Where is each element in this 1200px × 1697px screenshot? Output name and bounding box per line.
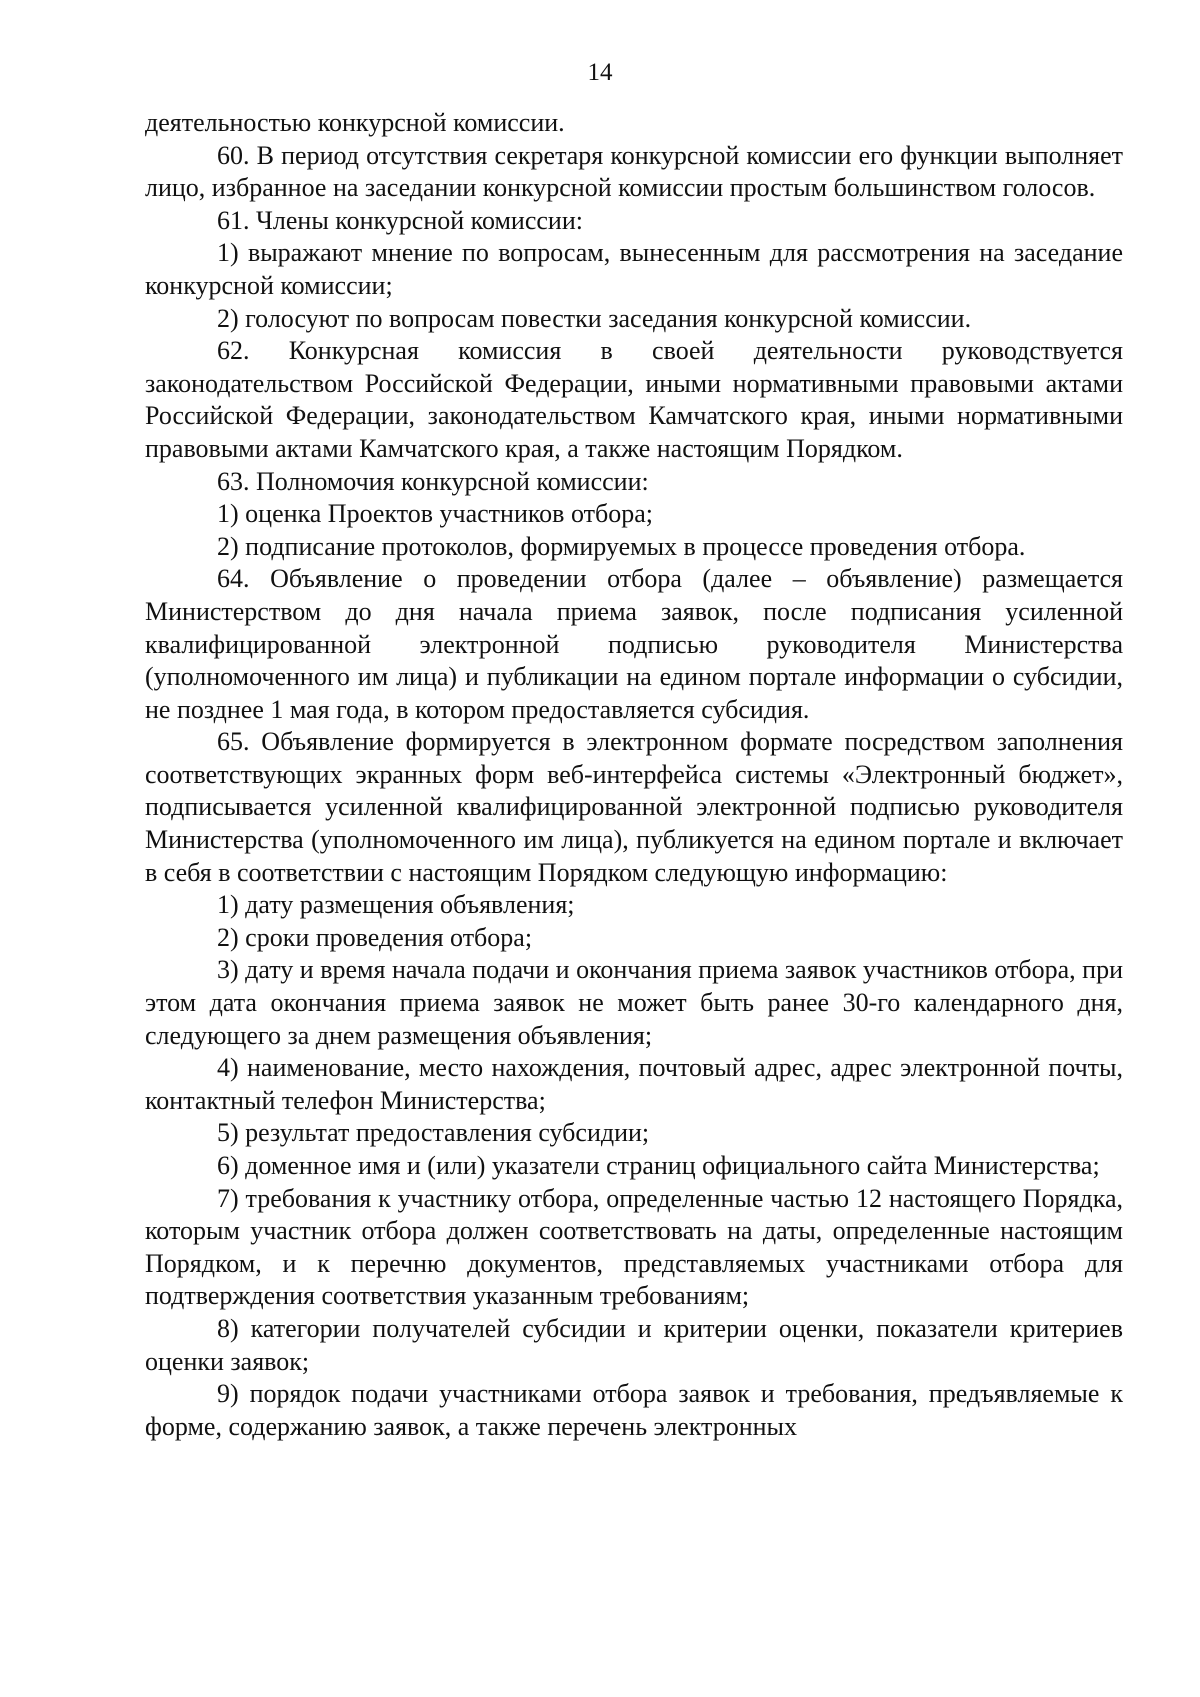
paragraph: деятельностью конкурсной комиссии. [145, 108, 565, 137]
body-text [145, 107, 1123, 1443]
page-number: 14 [587, 59, 613, 86]
paragraph: 8) категории получателей субсидии и критерии оценки, показатели критериев оценки заявок; [145, 1313, 1123, 1376]
paragraph: 65. Объявление формируется в электронном формате посредством заполнения соответствующих экранных форм веб-интерфейса системы «Электронный бюджет», подписывается усиленной квалифицированной электронной подписью руководителя Министерства (уполномоченного им лица), публикуется на едином портале и включает в себя в соответствии с настоящим Порядком следующую информацию: [145, 727, 1123, 887]
paragraph: 63. Полномочия конкурсной комиссии: [217, 466, 649, 496]
paragraph: 1) дату размещения объявления; [217, 890, 575, 920]
paragraph: 4) наименование, место нахождения, почтовый адрес, адрес электронной почты, контактный телефон Министерства; [145, 1053, 1123, 1115]
paragraph: 2) голосуют по вопросам повестки заседания конкурсной комиссии. [217, 303, 972, 333]
paragraph: 2) подписание протоколов, формируемых в процессе проведения отбора. [217, 531, 1026, 561]
paragraph: 61. Члены конкурсной комиссии: [217, 205, 583, 235]
paragraph: 7) требования к участнику отбора, определенные частью 12 настоящего Порядка, которым участник отбора должен соответствовать на даты, определенные настоящим Порядком, и к перечню документов, представляемых участниками отбора для подтверждения соответствия указанным требованиям; [145, 1183, 1123, 1311]
paragraph: 60. В период отсутствия секретаря конкурсной комиссии его функции выполняет лицо, избранное на заседании конкурсной комиссии простым большинством голосов. [145, 140, 1123, 203]
paragraph: 2) сроки проведения отбора; [217, 922, 533, 952]
paragraph: 1) оценка Проектов участников отбора; [217, 499, 653, 529]
paragraph: 9) порядок подачи участниками отбора заявок и требования, предъявляемые к форме, содержанию заявок, а также перечень электронных [145, 1379, 1123, 1441]
paragraph: 62. Конкурсная комиссия в своей деятельности руководствуется законодательством Российской Федерации, иными нормативными правовыми актами Российской Федерации, законодательством Камчатского края, иными нормативными правовыми актами Камчатского края, а также настоящим Порядком. [145, 336, 1123, 463]
paragraph: 1) выражают мнение по вопросам, вынесенным для рассмотрения на заседание конкурсной комиссии; [145, 238, 1123, 300]
paragraph: 6) доменное имя и (или) указатели страниц официального сайта Министерства; [217, 1151, 1100, 1180]
paragraph: 64. Объявление о проведении отбора (далее – объявление) размещается Министерством до дня начала приема заявок, после подписания усиленной квалифицированной электронной подписью руководителя Министерства (уполномоченного им лица) и публикации на едином портале информации о субсидии, не позднее 1 мая года, в котором предоставляется субсидия. [145, 564, 1123, 724]
paragraph: 5) результат предоставления субсидии; [217, 1118, 650, 1148]
paragraph: 3) дату и время начала подачи и окончания приема заявок участников отбора, при этом дата окончания приема заявок не может быть ранее 30-го календарного дня, следующего за днем размещения объявления; [145, 955, 1123, 1050]
